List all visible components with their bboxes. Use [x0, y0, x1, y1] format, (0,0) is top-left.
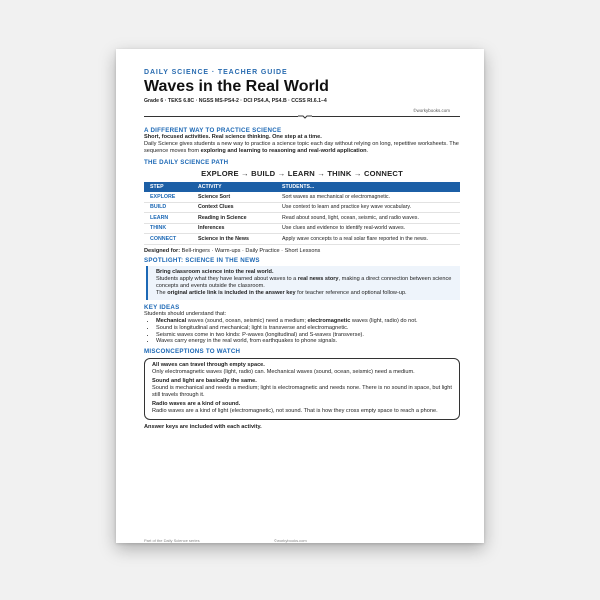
- spotlight-p2-bold: original article link is included in the answer key: [167, 289, 296, 296]
- spotlight-p1-start: Students apply what they have learned about waves to a: [156, 275, 298, 282]
- row-step: CONNECT: [144, 234, 192, 245]
- spotlight-callout: [146, 266, 460, 300]
- row-students: Use clues and evidence to identify real-world waves.: [276, 223, 460, 234]
- col-students: STUDENTS...: [276, 182, 460, 192]
- page-content: [144, 127, 460, 431]
- key-idea-bold-1: Mechanical: [156, 317, 187, 324]
- divider-notch-icon: [298, 114, 312, 119]
- table-row: [144, 213, 460, 224]
- row-students: Read about sound, light, ocean, seismic, and radio waves.: [276, 213, 460, 224]
- guide-kicker: DAILY SCIENCE · TEACHER GUIDE: [144, 69, 288, 76]
- row-step: BUILD: [144, 202, 192, 213]
- spotlight-lead: Bring classroom science into the real world.: [156, 268, 274, 275]
- col-step: STEP: [144, 182, 192, 192]
- footer-site: ©workybooks.com: [274, 538, 307, 543]
- key-idea-end: waves (light, radio) do not.: [350, 317, 418, 324]
- misconceptions-heading: MISCONCEPTIONS TO WATCH: [144, 348, 241, 356]
- row-activity: Context Clues: [192, 202, 276, 213]
- intro-body: [144, 141, 460, 155]
- row-activity: Reading in Science: [192, 213, 276, 224]
- table-row: [144, 192, 460, 202]
- misconception-text: Only electromagnetic waves (light, radio) can. Mechanical waves (sound, ocean, seismic) need a medium.: [152, 369, 415, 376]
- spotlight-p2-end: for teacher reference and optional follow-up.: [295, 289, 407, 296]
- row-step: THINK: [144, 223, 192, 234]
- misconceptions-box: [144, 358, 460, 420]
- page-inner: [144, 49, 460, 543]
- misconception-text: Radio waves are a kind of light (electromagnetic), not sound. That is how they cross empty space to reach a phone.: [152, 407, 438, 414]
- row-students: Apply wave concepts to a real solar flare reported in the news.: [276, 234, 460, 245]
- row-activity: Inferences: [192, 223, 276, 234]
- path-table-header: [144, 182, 460, 192]
- row-activity: Science in the News: [192, 234, 276, 245]
- footer-series: Part of the Daily Science series: [144, 538, 200, 543]
- intro-body-end: .: [366, 148, 369, 154]
- designed-for-value: Bell-ringers · Warm-ups · Daily Practice · Short Lessons: [180, 247, 321, 254]
- intro-lead: Short, focused activities. Real science thinking. One step at a time.: [144, 134, 322, 140]
- worksheet-page: [116, 49, 484, 543]
- list-item: [156, 318, 460, 325]
- key-ideas-heading: KEY IDEAS: [144, 303, 180, 311]
- spotlight-p2: [156, 290, 454, 297]
- row-step: LEARN: [144, 213, 192, 224]
- key-idea-bold-2: electromagnetic: [307, 317, 351, 324]
- spotlight-p2-start: The: [156, 289, 168, 296]
- answer-key-note: Answer keys are included with each activity.: [144, 424, 262, 431]
- misconception-title: Radio waves are a kind of sound.: [152, 400, 241, 407]
- spotlight-p1-end: , making a direct connection between science concepts and events outside the classroom.: [156, 275, 452, 289]
- table-row: [144, 202, 460, 213]
- intro-heading: A DIFFERENT WAY TO PRACTICE SCIENCE: [144, 127, 282, 134]
- intro-body-bold: exploring and learning to reasoning and real-world application: [200, 148, 367, 154]
- page-title: Waves in the Real World: [144, 78, 329, 95]
- path-flow: EXPLORE → BUILD → LEARN → THINK → CONNECT: [201, 169, 403, 178]
- col-activity: ACTIVITY: [192, 182, 276, 192]
- designed-for-label: Designed for:: [144, 247, 181, 254]
- path-heading: THE DAILY SCIENCE PATH: [144, 159, 229, 166]
- table-row: [144, 223, 460, 234]
- intro-body-start: Daily Science gives students a new way to practice a science topic each day without relying on long, repetitive worksheets. The sequence moves from: [144, 141, 459, 154]
- list-item: • Waves carry energy in the real world, from earthquakes to phone signals.: [156, 338, 460, 345]
- list-item: • Seismic waves come in two kinds: P-waves (longitudinal) and S-waves (transverse).: [156, 332, 460, 339]
- misconception-title: All waves can travel through empty space.: [152, 362, 265, 369]
- table-row: [144, 234, 460, 245]
- key-ideas-intro: Students should understand that:: [144, 310, 227, 317]
- key-idea-mid: waves (sound, ocean, seismic) need a medium;: [186, 317, 308, 324]
- designed-for: [144, 248, 460, 255]
- spotlight-p1: [156, 276, 454, 290]
- row-activity: Science Sort: [192, 192, 276, 202]
- key-ideas-list: [144, 318, 460, 345]
- row-step: EXPLORE: [144, 192, 192, 202]
- spotlight-p1-bold: real news story: [297, 275, 339, 282]
- row-students: Use context to learn and practice key wave vocabulary.: [276, 202, 460, 213]
- site-credit: ©workybooks.com: [413, 108, 450, 113]
- path-table: [144, 182, 460, 245]
- row-students: Sort waves as mechanical or electromagnetic.: [276, 192, 460, 202]
- spotlight-heading: SPOTLIGHT: SCIENCE IN THE NEWS: [144, 256, 260, 264]
- misconception-text: Sound is mechanical and needs a medium; light is electromagnetic and needs none. There is no sound in space, but light still travels through it.: [152, 384, 452, 398]
- list-item: • Sound is longitudinal and mechanical; light is transverse and electromagnetic.: [156, 325, 460, 332]
- misconception-title: Sound and light are basically the same.: [152, 377, 257, 384]
- standards-line: Grade 6 · TEKS 6.8C · NGSS MS-PS4-2 · DCI PS4.A, PS4.B · CCSS RI.6.1–4: [144, 98, 327, 104]
